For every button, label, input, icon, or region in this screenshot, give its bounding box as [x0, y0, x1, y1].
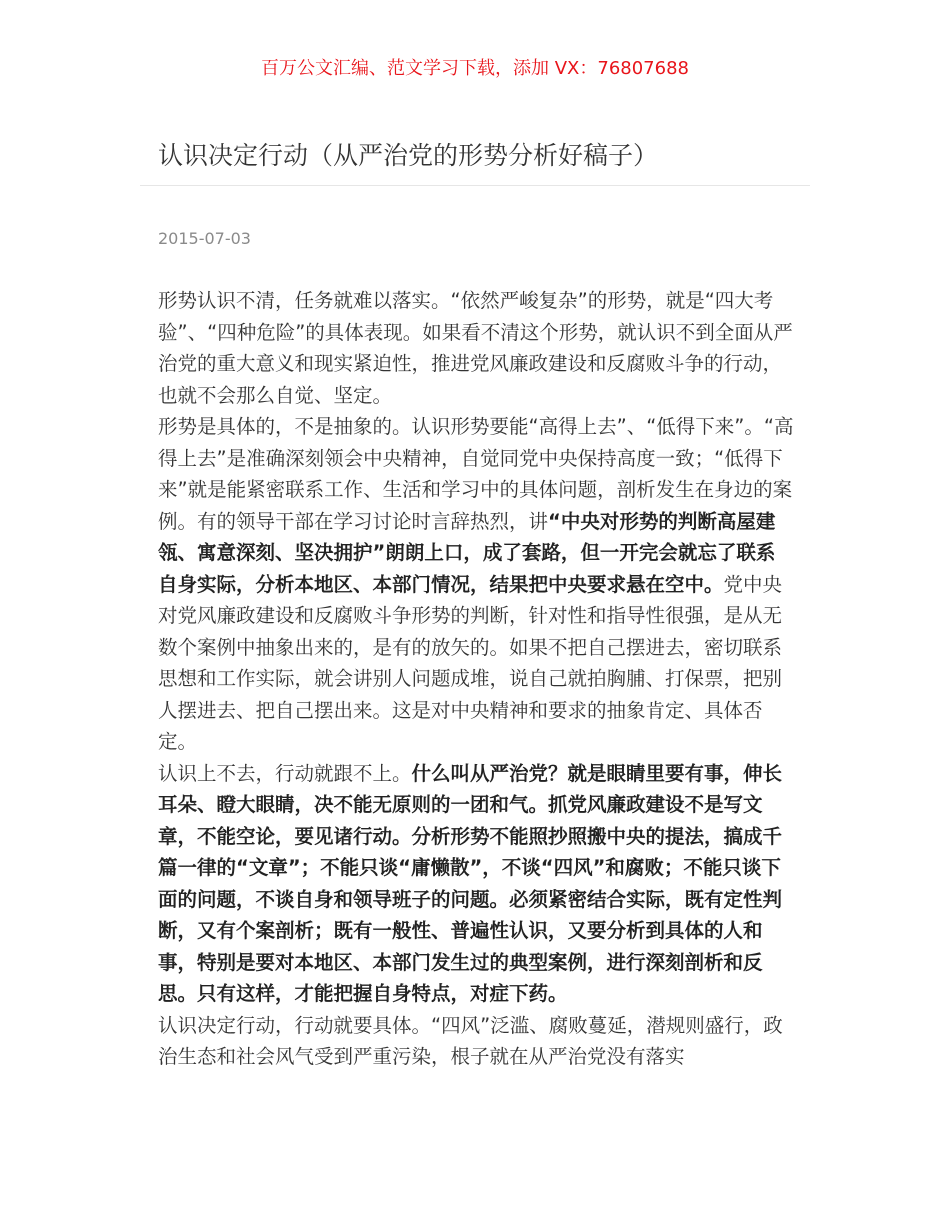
paragraph-2-tail: 党中央对党风廉政建设和反腐败斗争形势的判断，针对性和指导性很强，是从无数个案例中抽象出来的，是有的放矢的。如果不把自己摆进去，密切联系思想和工作实际，就会讲别人问题成堆，说自己就拍胸脯、打保票，把别人摆进去、把自己摆出来。这是对中央精神和要求的抽象肯定、具体否定。 — [158, 572, 783, 753]
title-divider — [140, 185, 810, 186]
paragraph-3-bold: 什么叫从严治党？就是眼睛里要有事，伸长耳朵、瞪大眼睛，决不能无原则的一团和气。抓党风廉政建设不是写文章，不能空论，要见诸行动。分析形势不能照抄照搬中央的提法，搞成千篇一律的“文章”；不能只谈“庸懒散”，不谈“四风”和腐败；不能只谈下面的问题，不谈自身和领导班子的问题。必须紧密结合实际，既有定性判断，又有个案剖析；既有一般性、普遍性认识，又要分析到具体的人和事，特别是要对本地区、本部门发生过的典型案例，进行深刻剖析和反思。只有这样，才能把握自身特点，对症下药。 — [158, 761, 783, 1005]
paragraph-2 — [158, 411, 794, 758]
paragraph-4: 认识决定行动，行动就要具体。“四风”泛滥、腐败蔓延，潜规则盛行，政治生态和社会风气受到严重污染，根子就在从严治党没有落实 — [158, 1013, 783, 1068]
article-title: 认识决定行动（从严治党的形势分析好稿子） — [158, 141, 659, 170]
watermark-banner: 百万公文汇编、范文学习下载，添加 VX：76807688 — [261, 58, 689, 79]
paragraph-2-bold: “中央对形势的判断高屋建瓴、寓意深刻、坚决拥护”朗朗上口，成了套路，但一开完会就忘了联系自身实际，分析本地区、本部门情况，结果把中央要求悬在空中。 — [158, 509, 776, 596]
paragraph-2-lead: 形势是具体的，不是抽象的。认识形势要能“高得上去”、“低得下来”。“高得上去”是准确深刻领会中央精神，自觉同党中央保持高度一致；“低得下来”就是能紧密联系工作、生活和学习中的具体问题，剖析发生在身边的案例。有的领导干部在学习讨论时言辞热烈，讲 — [158, 415, 794, 533]
paragraph-1: 形势认识不清，任务就难以落实。“依然严峻复杂”的形势，就是“四大考验”、“四种危险”的具体表现。如果看不清这个形势，就认识不到全面从严治党的重大意义和现实紧迫性，推进党风廉政建设和反腐败斗争的行动，也就不会那么自觉、坚定。 — [158, 289, 793, 407]
paragraph-3-lead: 认识上不去，行动就跟不上。 — [158, 761, 412, 785]
paragraph-3 — [158, 758, 794, 1010]
publish-date: 2015-07-03 — [158, 229, 251, 248]
article-body — [158, 285, 794, 1073]
